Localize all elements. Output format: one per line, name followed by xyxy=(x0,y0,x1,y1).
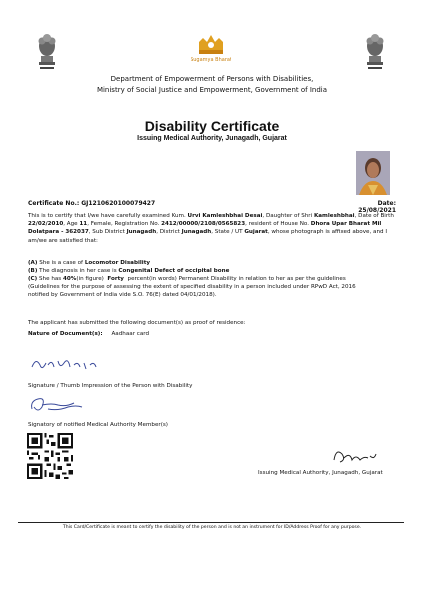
member-signature-label: Signatory of notified Medical Authority Member(s) xyxy=(28,422,168,428)
authority-signature-image xyxy=(330,446,380,470)
qr-code xyxy=(27,433,73,479)
certificate-number: Certificate No.: GJ1210620100079427 xyxy=(28,200,156,207)
certificate-subtitle: Issuing Medical Authority, Junagadh, Gujarat xyxy=(137,135,287,142)
authority-signature-label: Issuing Medical Authority, Junagadh, Gujarat xyxy=(258,470,383,476)
ministry-line: Ministry of Social Justice and Empowerment, Government of India xyxy=(96,86,328,94)
member-signature-image xyxy=(28,393,88,419)
documents-line: Nature of Document(s): Aadhaar card xyxy=(28,331,150,337)
national-emblem-right-icon xyxy=(361,28,389,72)
finding-c: (C) She has 40%(in figure) Forty percent(in words) Permanent Disability in relation to her as per the guidelines (Guidelines for the purpose of assessing the extent of specified disability in a person included under RPwD Act, 2016 notified by Government of India vide S.O. 76(E) dated 04/01/2018). xyxy=(28,276,356,299)
finding-b: (B) The diagnosis in her case is Congenital Defect of occipital bone xyxy=(28,268,230,274)
footer-divider xyxy=(18,522,404,523)
person-signature-label: Signature / Thumb Impression of the Person with Disability xyxy=(28,383,193,389)
applicant-photo xyxy=(356,151,390,195)
sugamya-bharat-logo-icon xyxy=(191,30,231,64)
svg-text:Sugamya Bharat: Sugamya Bharat xyxy=(191,57,231,63)
national-emblem-left-icon xyxy=(33,28,61,72)
certification-paragraph: This is to certify that I/we have carefully examined Kum. Urvi Kamleshbhai Desai, Daughter of Shri Kamleshbhai, Date of Birth 22/02/2010, Age 11, Female, Registration No. 2412/00000/2108/0565823, resident of House No. Dhora Upar Bharat Mil Dolatpara - 362037, Sub District Junagadh, District Junagadh, State / UT Gujarat, whose photograph is affixed above, and I am/we are satisfied that: xyxy=(28,213,394,244)
department-line-1: Department of Empowerment of Persons with Disabilities, xyxy=(110,75,314,83)
certificate-date: Date: 25/08/2021 xyxy=(358,200,396,214)
footer-disclaimer: This Card/Certificate is meant to certify the disability of the person and is not an instrument for ID/Address Proof for any purpose. xyxy=(62,525,362,530)
documents-intro: The applicant has submitted the following document(s) as proof of residence: xyxy=(28,320,246,326)
finding-a: (A) She is a case of Locomotor Disability xyxy=(28,260,151,266)
certificate-title: Disability Certificate xyxy=(144,118,280,134)
person-signature-image xyxy=(30,353,100,379)
